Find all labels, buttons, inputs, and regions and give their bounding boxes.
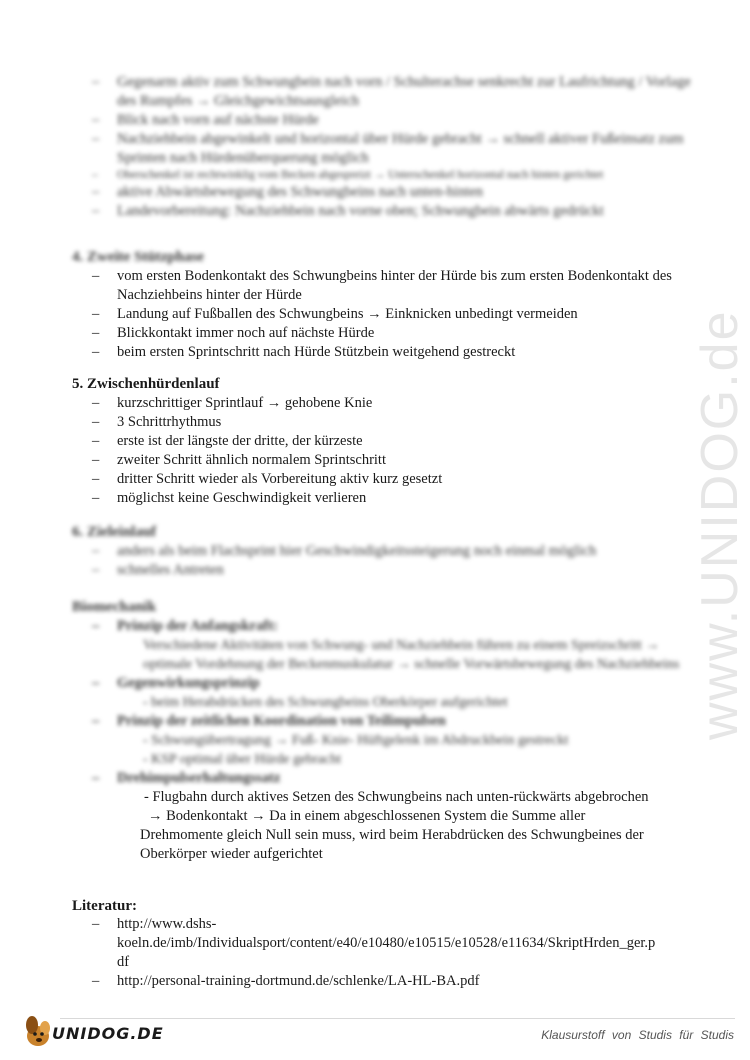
list-item: – Landung auf Fußballen des Schwungbeins → Einknicken unbedingt vermeiden bbox=[72, 305, 692, 324]
principle-text: Oberkörper wieder aufgerichtet bbox=[140, 846, 323, 862]
logo-text: UNIDOG.DE bbox=[52, 1024, 164, 1043]
list-item: – schnelles Antreten bbox=[72, 561, 692, 580]
principle-heading: – Gegenwirkungsprinzip bbox=[72, 674, 692, 693]
literature-link[interactable] bbox=[72, 915, 687, 972]
list-item: – Landevorbereitung: Nachziehbein nach vorne oben; Schwungbein abwärts gedrückt bbox=[72, 202, 692, 221]
list-item: – erste ist der längste der dritte, der kürzeste bbox=[72, 432, 692, 451]
link-line[interactable]: koeln.de/imb/Individualsport/content/e40/e10480/e10515/e10528/e11634/SkriptHrden_ger.p bbox=[117, 935, 656, 951]
list-item: – dritter Schritt wieder als Vorbereitung aktiv kurz gesetzt bbox=[72, 470, 692, 489]
section-heading: 5. Zwischenhürdenlauf bbox=[72, 376, 220, 392]
section-6 bbox=[72, 523, 692, 580]
list-item: – anders als beim Flachsprint hier Geschwindigkeitssteigerung noch einmal möglich bbox=[72, 542, 692, 561]
section-heading: 6. Zieleinlauf bbox=[72, 524, 157, 540]
principle-heading: – Prinzip der Anfangskraft: bbox=[72, 617, 692, 636]
list-item: – aktive Abwärtsbewegung des Schwungbeins nach unten-hinten bbox=[72, 183, 692, 202]
section-top bbox=[72, 73, 692, 221]
principle-text: - Flugbahn durch aktives Setzen des Schwungbeins nach unten-rückwärts abgebrochen bbox=[144, 789, 649, 805]
principle-heading: – Prinzip der zeitlichen Koordination von Teilimpulsen bbox=[72, 712, 692, 731]
list-item: – möglichst keine Geschwindigkeit verlieren bbox=[72, 489, 692, 508]
literature-link[interactable]: – http://personal-training-dortmund.de/schlenke/LA-HL-BA.pdf bbox=[72, 972, 687, 991]
link-line[interactable]: http://www.dshs- bbox=[117, 916, 217, 932]
list-item: – Blickkontakt immer noch auf nächste Hürde bbox=[72, 324, 692, 343]
principle-heading: – Drehimpulserhaltungssatz bbox=[72, 769, 692, 788]
list-item: – Blick nach vorn auf nächste Hürde bbox=[72, 111, 692, 130]
list-item: – 3 Schrittrhythmus bbox=[72, 413, 692, 432]
list-item: – zweiter Schritt ähnlich normalem Sprintschritt bbox=[72, 451, 692, 470]
section-4 bbox=[72, 248, 692, 362]
section-5 bbox=[72, 375, 692, 508]
section-heading: 4. Zweite Stützphase bbox=[72, 249, 205, 265]
principle-text: - Schwungübertragung → Fuß- Knie- Hüftgelenk im Abdruckbein gestreckt bbox=[143, 733, 569, 748]
link-line[interactable]: df bbox=[117, 954, 130, 970]
list-item: – Gegenarm aktiv zum Schwungbein nach vorn / Schulterachse senkrecht zur Laufrichtung / Vorlage des Rumpfes → Gleichgewichtsausgleich bbox=[72, 73, 692, 111]
principle-text: → Bodenkontakt → Da in einem abgeschlossenen System die Summe aller bbox=[148, 808, 586, 824]
literature-heading: Literatur: bbox=[72, 898, 137, 914]
section-biomechanik bbox=[72, 598, 692, 864]
section-heading: Biomechanik bbox=[72, 599, 157, 615]
list-item: – kurzschrittiger Sprintlauf → gehobene Knie bbox=[72, 394, 692, 413]
footer-tagline: Klausurstoff von Studis für Studis bbox=[541, 1028, 734, 1042]
section-literatur bbox=[72, 898, 687, 991]
list-item: – Oberschenkel ist rechtwinklig vom Becken abgespreizt → Unterschenkel horizontal nach hinten gerichtet bbox=[72, 168, 692, 183]
list-item: – vom ersten Bodenkontakt des Schwungbeins hinter der Hürde bis zum ersten Bodenkontakt des Nachziehbeins hinter der Hürde bbox=[72, 267, 692, 305]
principle-text: Drehmomente gleich Null sein muss, wird beim Herabdrücken des Schwungbeines der bbox=[140, 827, 644, 843]
watermark: www.UNIDOG.de bbox=[691, 309, 749, 740]
principle-text: - KSP optimal über Hürde gebracht bbox=[143, 752, 342, 767]
principle-text: Verschiedene Aktivitäten von Schwung- und Nachziehbein führen zu einem Spreizschritt → optimale Vordehnung der Beckenmuskulatur → schnelle Vorwärtsbewegung des Nachziehbeins bbox=[143, 638, 680, 672]
principle-text: - beim Herabdrücken des Schwungbeins Oberkörper aufgerichtet bbox=[143, 695, 508, 710]
list-item: – beim ersten Sprintschritt nach Hürde Stützbein weitgehend gestreckt bbox=[72, 343, 692, 362]
list-item: – Nachziehbein abgewinkelt und horizontal über Hürde gebracht → schnell aktiver Fußeinsatz zum Sprinten nach Hürdenüberquerung möglich bbox=[72, 130, 692, 168]
